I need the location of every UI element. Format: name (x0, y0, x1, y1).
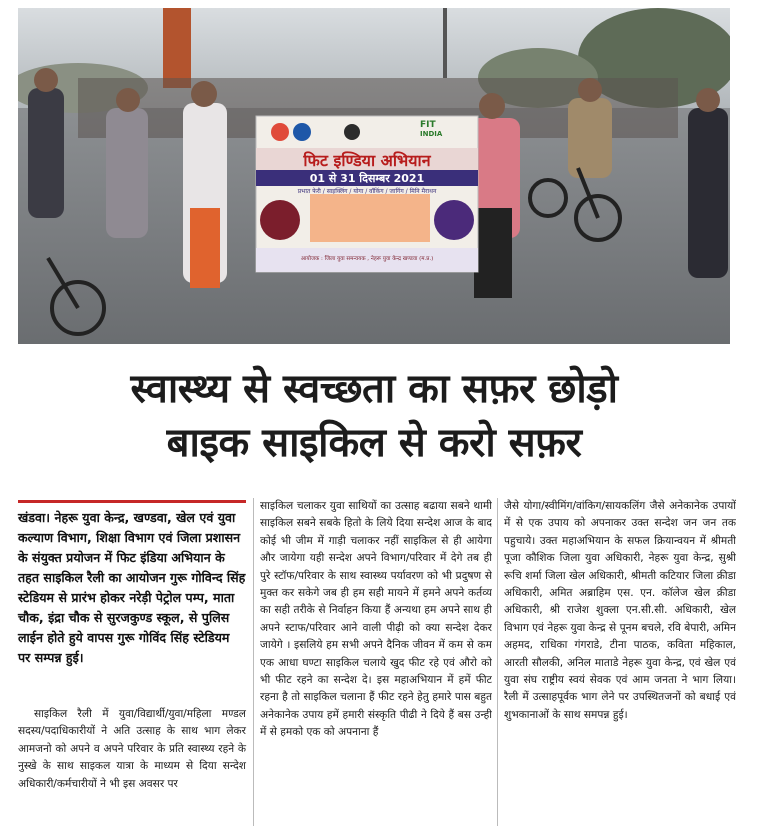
column-divider (253, 498, 254, 826)
headline-line-2: बाइक साइकिल से करो सफ़र (166, 420, 582, 466)
article-column-3: जैसे योगा/स्वीमिंग/वांकिग/सायकलिंग जैसे अनेकानेक उपायों में से एक उपाय को अपनाकर उक्त सन्देश जन जन तक पहुचाये। उक्त महाअभियान के सफल क्रियान्वयन में श्रीमती पूजा कौशिक जिला युवा अधिकारी, नेहरू युवा केन्द्र, सुश्री रूचि शर्मा जिला खेल अधिकारी, श्रीमती कटियार जिला क्रीडा अधिकारी, अमित अब्राहिम एस. एन. कॉलेज खेल क्रीडा अधिकारी, श्री राजेश शुक्ला एन.सी.सी. अधिकारी, खेल विभाग एवं नेहरू युवा केन्द्र से पूनम बचले, रवि बेपारी, अमिन अहमद, राधिका गंगराडे, टीना पाठक, कविता महिकाल, आरती सौलकी, अनिल माताडे नेहरू युवा केन्द्र, एवं खेल एवं युवा संघ राष्ट्रीय स्वयं सेवक एवं आम जनता ने भाग लिया। रैली में उत्साहपूर्वक भाग लेने पर उपस्थितजनों को बधाई एवं शुभकानाओं के साथ समपन्न हुई। (504, 500, 736, 721)
banner-fit-label: FIT (420, 120, 436, 130)
headline-line-1: स्वास्थ्य से स्वच्छता का सफ़र छोड़ो (130, 366, 618, 412)
news-photo (18, 8, 730, 344)
banner-india-label: INDIA (420, 130, 443, 138)
article-column-1-body: साइकिल रैली में युवा/विद्यार्थी/युवा/महिला मण्डल सदस्य/पदाधिकारीयों ने अति उत्साह के साथ भाग लेकर आमजनो को अपने व अपने परिवार के प्रति स्वास्थ्य रहने के नुस्खे के साथ साइकल यात्रा के माध्यम से दिया सन्देश अधिकारी/कर्मचारीयों ने भी इस अवसर पर (18, 708, 246, 790)
article-column-2: साइकिल चलाकर युवा साथियों का उत्साह बढाया सबने थामी साइकिल सबने सबके हितो के लिये दिया सन्देश आज के बाद कोई भी जीम में गाड़ी चलाकर नहीं साइकिल से ही आयेगा और जायेगा यही सन्देश अपने विभाग/परिवार में देगे तब ही पुरे स्टॉफ/परिवार के साथ स्वास्थ्य पर्यावरण को भी प्रदुषण से मुक्त कर सकेगे जब ही हम सही मायने में हमने अपने कर्तव्य का सही तरीके से निर्वाहन किया हैं अन्यथा हम अपने साथ ही अपने स्टाफ/परिवार आने वाली पीढ़ी को क्या सन्देश देकर जायेगे । इसलिये हम सभी अपने दैनिक जीवन में कम से कम एक आधा घण्टा साइकिल चलाये खुद फीट रहे एवं औरो को भी फीट रहने का सन्देश दे। इस महाअभियान में हमें फीट रहना है तो साइकिल चलाना हैं फीट रहने हेतु हमारे पास बहुत अनेकानेक उपाय हमें हमारी संस्कृति पीढी ने दिये हैं बस उन्ही में से हमको एक को अपनाना हैं (260, 500, 492, 739)
banner-title: फिट इण्डिया अभियान (303, 151, 431, 170)
banner-footer: आयोजक : जिला युवा समन्वयक , नेहरू युवा केन्द्र खण्डवा (म.प्र.) (300, 256, 434, 262)
column-divider (497, 498, 498, 826)
banner-dates: 01 से 31 दिसम्बर 2021 (309, 172, 425, 185)
banner-activities: प्रभात फेरी / साइक्लिंग / योगा / वॉकिंग / जागिंग / मिनि मैराथन (297, 188, 437, 195)
article-lead: खंडवा। नेहरू युवा केन्द्र, खण्डवा, खेल एवं युवा कल्याण विभाग, शिक्षा विभाग एवं जिला प्रशासन के संयुक्त प्रयोजन में फिट इंडिया अभियान के तहत साइकिल रैली का आयोजन गुरू गोविन्द सिंह स्टेडियम से प्रारंभ होकर नरेड़ी पेट्रोल पम्प, माता चौक, इंद्रा चौक से सुरजकुण्ड स्कूल, से पुलिस लाईन होते हुये वापस गुरू गोविंद सिंह स्टेडियम पर सम्पन्न हुई। (18, 510, 246, 665)
lead-accent-bar (18, 500, 246, 503)
